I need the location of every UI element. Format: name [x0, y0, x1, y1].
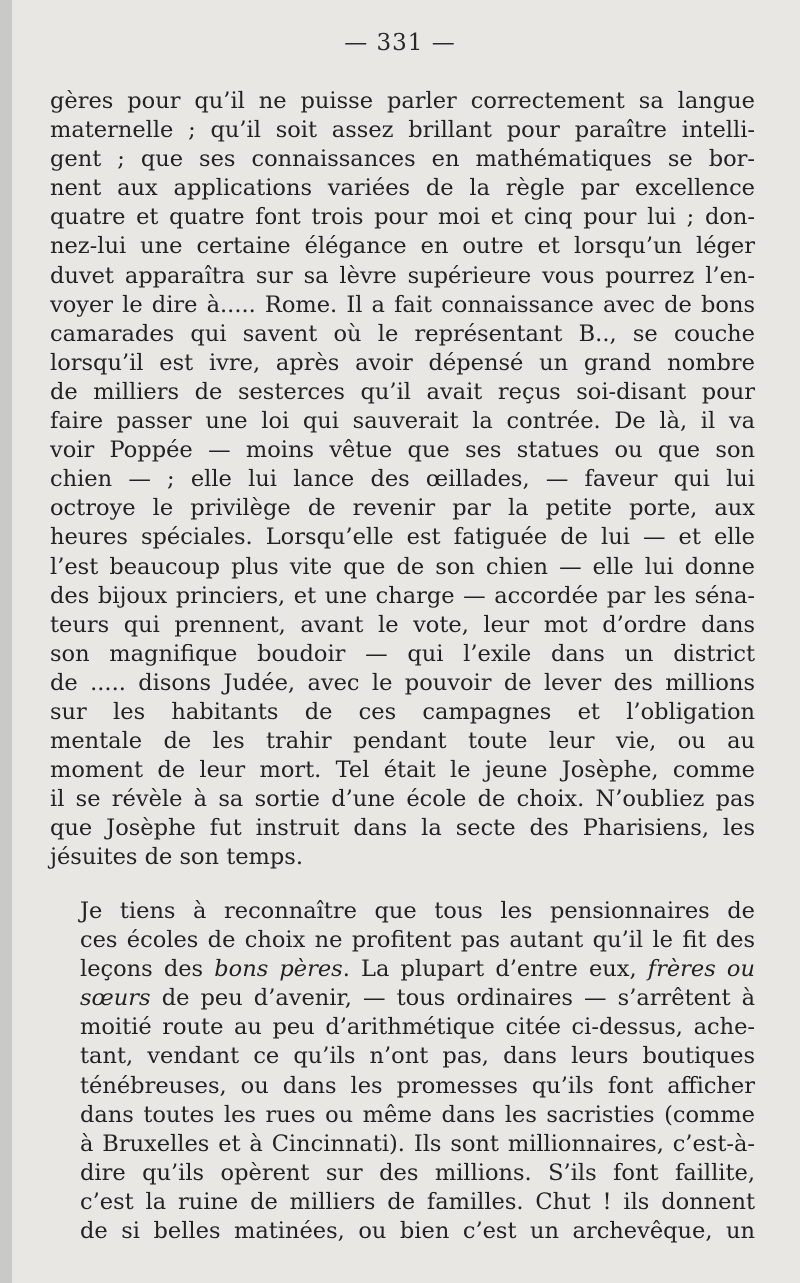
text-line: de ..... disons Judée, avec le pouvoir de lever des millions: [50, 669, 755, 696]
text-line: ténébreuses, ou dans les promesses qu’ils font afficher: [80, 1072, 755, 1099]
italic-phrase: bons pères: [214, 956, 343, 983]
text-line: jésuites de son temps.: [50, 844, 303, 871]
text-line: il se révèle à sa sortie d’une école de choix. N’oubliez pas: [50, 786, 755, 813]
text-line: voir Poppée — moins vêtue que ses statues ou que son: [50, 437, 755, 464]
text-line: nent aux applications variées de la règle par excellence: [50, 175, 755, 202]
text-line: mentale de les trahir pendant toute leur vie, ou au: [50, 728, 755, 755]
text-line: ces écoles de choix ne profitent pas autant qu’il le fit des: [80, 927, 755, 954]
text-line: duvet apparaîtra sur sa lèvre supérieure vous pourrez l’en-: [50, 262, 755, 289]
text-line: octroye le privilège de revenir par la petite porte, aux: [50, 495, 755, 522]
paragraph-2: [50, 897, 755, 1246]
text-line: maternelle ; qu’il soit assez brillant pour paraître intelli-: [50, 117, 755, 144]
text-line: voyer le dire à..... Rome. Il a fait connaissance avec de bons: [50, 291, 755, 318]
text-line: dans toutes les rues ou même dans les sacristies (comme: [80, 1101, 755, 1128]
text-run: de peu d’avenir, — tous ordinaires — s’arrêtent à: [150, 985, 755, 1012]
text-line: [50, 984, 755, 1013]
text-line: lorsqu’il est ivre, après avoir dépensé un grand nombre: [50, 349, 755, 376]
text-line: tant, vendant ce qu’ils n’ont pas, dans leurs boutiques: [80, 1043, 755, 1070]
text-line: quatre et quatre font trois pour moi et cinq pour lui ; don-: [50, 204, 755, 231]
text-line: chien — ; elle lui lance des œillades, — faveur qui lui: [50, 466, 755, 493]
text-run: . La plupart d’entre eux,: [342, 956, 648, 983]
page-number-header: — 331 —: [344, 30, 456, 56]
italic-phrase: sœurs: [80, 985, 151, 1012]
text-line: gent ; que ses connaissances en mathématiques se bor-: [50, 146, 755, 173]
text-line: à Bruxelles et à Cincinnati). Ils sont millionnaires, c’est-à-: [80, 1130, 755, 1157]
text-line: des bijoux princiers, et une charge — accordée par les séna-: [50, 582, 755, 609]
text-line: sur les habitants de ces campagnes et l’obligation: [50, 698, 755, 725]
text-line: de milliers de sesterces qu’il avait reçus soi-disant pour: [50, 378, 755, 405]
text-line: dire qu’ils opèrent sur des millions. S’ils font faillite,: [80, 1159, 755, 1186]
text-line: gères pour qu’il ne puisse parler correctement sa langue: [50, 88, 755, 114]
italic-phrase: frères ou: [647, 956, 755, 983]
text-line: [50, 955, 755, 984]
text-line: Je tiens à reconnaître que tous les pensionnaires de: [80, 898, 755, 924]
text-line: teurs qui prennent, avant le vote, leur mot d’ordre dans: [50, 611, 755, 638]
text-line: de si belles matinées, ou bien c’est un archevêque, un: [80, 1218, 755, 1245]
text-line: camarades qui savent où le représentant B.., se couche: [50, 320, 755, 347]
text-line: c’est la ruine de milliers de familles. Chut ! ils donnent: [80, 1188, 755, 1215]
book-page: [12, 0, 800, 1283]
paragraph-1: [50, 87, 755, 873]
text-run: leçons des: [80, 956, 215, 983]
text-line: nez-lui une certaine élégance en outre et lorsqu’un léger: [50, 233, 755, 260]
text-line: heures spéciales. Lorsqu’elle est fatiguée de lui — et elle: [50, 524, 755, 551]
text-line: moment de leur mort. Tel était le jeune Josèphe, comme: [50, 757, 755, 784]
text-line: faire passer une loi qui sauverait la contrée. De là, il va: [50, 408, 755, 435]
text-line: moitié route au peu d’arithmétique citée ci-dessus, ache-: [80, 1014, 755, 1041]
text-line: que Josèphe fut instruit dans la secte des Pharisiens, les: [50, 815, 755, 842]
text-line: son magnifique boudoir — qui l’exile dans un district: [50, 640, 755, 667]
text-line: l’est beaucoup plus vite que de son chien — elle lui donne: [50, 553, 755, 580]
